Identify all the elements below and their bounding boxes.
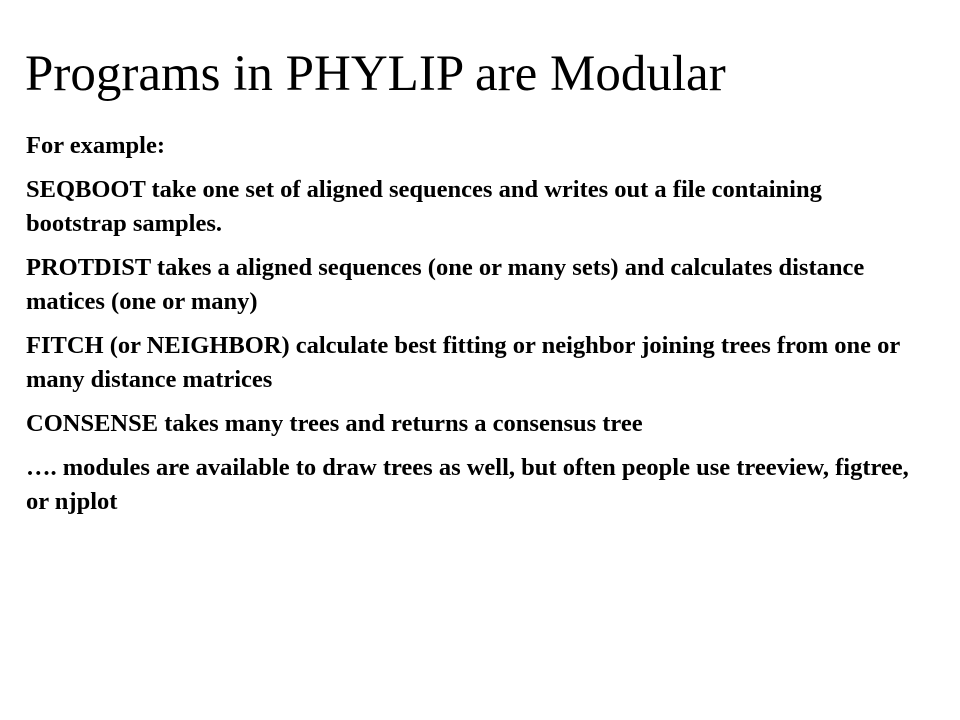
paragraph-consense: CONSENSE takes many trees and returns a consensus tree [26, 410, 643, 437]
paragraph-modules: …. modules are available to draw trees as well, but often people use treeview, figtree, or njplot [26, 454, 909, 515]
slide-title: Programs in PHYLIP are Modular [25, 46, 726, 102]
paragraph-fitch: FITCH (or NEIGHBOR) calculate best fitting or neighbor joining trees from one or many distance matrices [26, 332, 900, 393]
intro-text: For example: [26, 132, 166, 159]
slide-body [26, 129, 926, 529]
paragraph-seqboot: SEQBOOT take one set of aligned sequences and writes out a file containing bootstrap samples. [26, 176, 822, 237]
paragraph-protdist: PROTDIST takes a aligned sequences (one or many sets) and calculates distance matices (one or many) [26, 254, 865, 315]
